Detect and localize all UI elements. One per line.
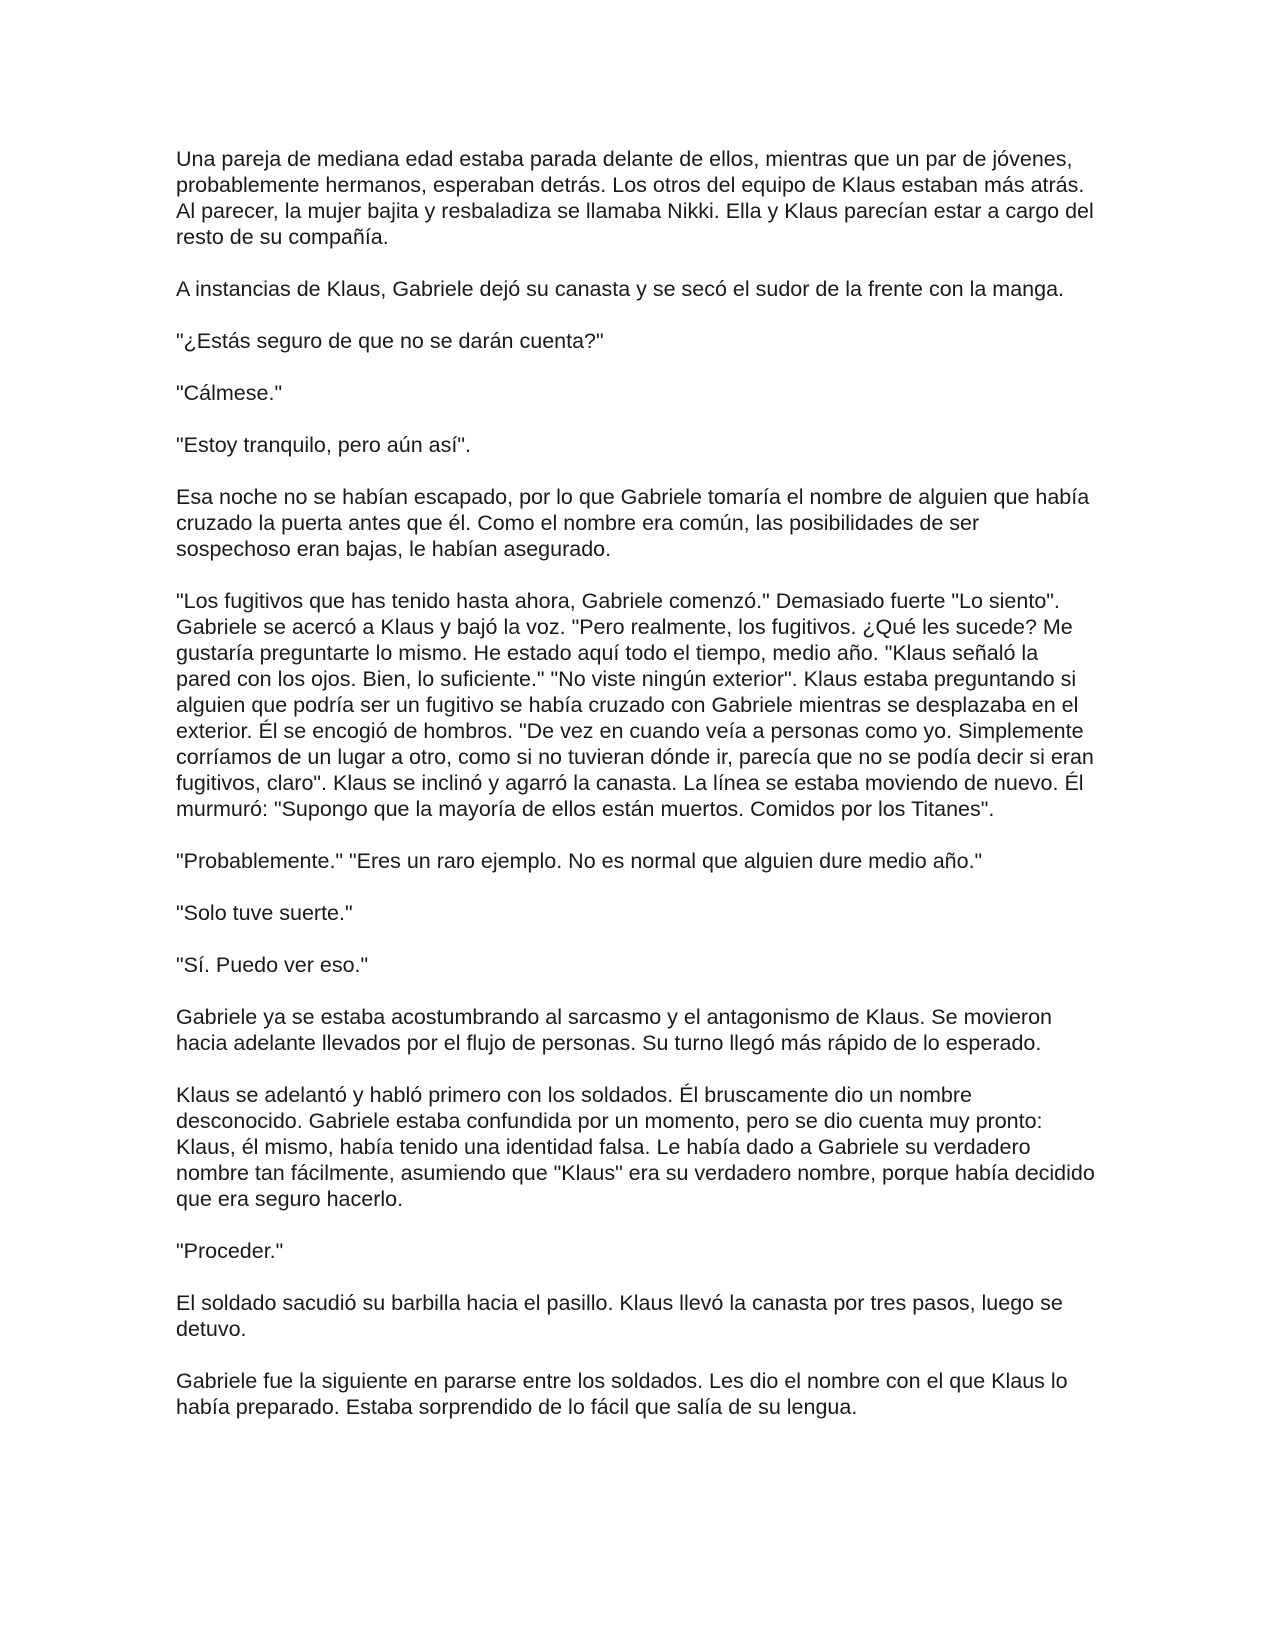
paragraph: "Los fugitivos que has tenido hasta ahora, Gabriele comenzó." Demasiado fuerte "Lo siento". Gabriele se acercó a Klaus y bajó la voz. "Pero realmente, los fugitivos. ¿Qué les sucede? Me gustaría preguntarte lo mismo. He estado aquí todo el tiempo, medio año. "Klaus señaló la pared con los ojos. Bien, lo suficiente." "No viste ningún exterior". Klaus estaba preguntando si alguien que podría ser un fugitivo se había cruzado con Gabriele mientras se desplazaba en el exterior. Él se encogió de hombros. "De vez en cuando veía a personas como yo. Simplemente corríamos de un lugar a otro, como si no tuvieran dónde ir, parecía que no se podía decir si eran fugitivos, claro". Klaus se inclinó y agarró la canasta. La línea se estaba moviendo de nuevo. Él murmuró: "Supongo que la mayoría de ellos están muertos. Comidos por los Titanes". [176,589,1094,821]
paragraph: Gabriele ya se estaba acostumbrando al sarcasmo y el antagonismo de Klaus. Se movieron hacia adelante llevados por el flujo de personas. Su turno llegó más rápido de lo esperado. [176,1005,1052,1055]
paragraph: "¿Estás seguro de que no se darán cuenta?" [176,329,604,353]
paragraph: Esa noche no se habían escapado, por lo que Gabriele tomaría el nombre de alguien que había cruzado la puerta antes que él. Como el nombre era común, las posibilidades de ser sospechoso eran bajas, le habían asegurado. [176,485,1090,561]
document-page [176,146,1096,1446]
paragraph: Klaus se adelantó y habló primero con los soldados. Él bruscamente dio un nombre desconocido. Gabriele estaba confundida por un momento, pero se dio cuenta muy pronto: Klaus, él mismo, había tenido una identidad falsa. Le había dado a Gabriele su verdadero nombre tan fácilmente, asumiendo que "Klaus" era su verdadero nombre, porque había decidido que era seguro hacerlo. [176,1083,1095,1211]
paragraph: "Solo tuve suerte." [176,901,353,925]
paragraph: A instancias de Klaus, Gabriele dejó su canasta y se secó el sudor de la frente con la manga. [176,277,1064,301]
paragraph: "Cálmese." [176,381,283,405]
paragraph: "Sí. Puedo ver eso." [176,953,369,977]
paragraph: Gabriele fue la siguiente en pararse entre los soldados. Les dio el nombre con el que Klaus lo había preparado. Estaba sorprendido de lo fácil que salía de su lengua. [176,1369,1068,1419]
paragraph: El soldado sacudió su barbilla hacia el pasillo. Klaus llevó la canasta por tres pasos, luego se detuvo. [176,1291,1063,1341]
paragraph: "Proceder." [176,1239,284,1263]
paragraph: "Probablemente." "Eres un raro ejemplo. No es normal que alguien dure medio año." [176,849,983,873]
paragraph: Una pareja de mediana edad estaba parada delante de ellos, mientras que un par de jóvenes, probablemente hermanos, esperaban detrás. Los otros del equipo de Klaus estaban más atrás. Al parecer, la mujer bajita y resbaladiza se llamaba Nikki. Ella y Klaus parecían estar a cargo del resto de su compañía. [176,147,1094,249]
paragraph: "Estoy tranquilo, pero aún así". [176,433,471,457]
